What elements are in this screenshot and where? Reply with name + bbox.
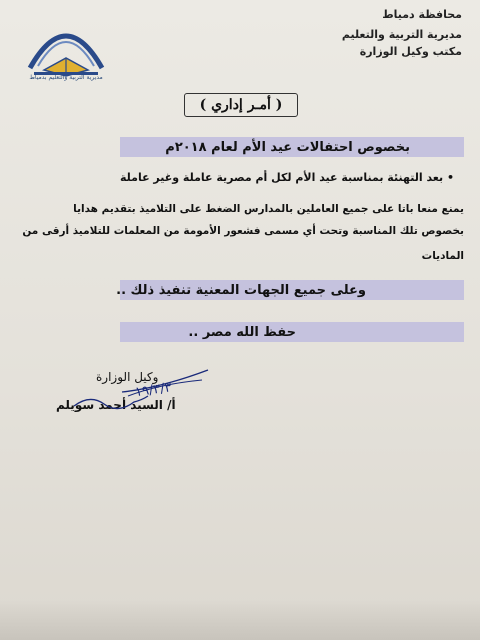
signature-scribble (70, 392, 150, 412)
directorate-logo (20, 10, 112, 84)
header-directorate: مديرية التربية والتعليم (341, 28, 462, 41)
paragraph-line-2: بخصوص تلك المناسبة وتحت أي مسمى فشعور الأمومة من المعلمات للتلاميذ أرقى من (22, 225, 464, 237)
signatory-name: أ/ السيد أحمد سويلم (56, 398, 176, 412)
document-title: ( أمـر إداري ) (184, 93, 298, 117)
paragraph-line-1: يمنع منعا باتا على جميع العاملين بالمدارس الضغط على التلاميذ بتقديم هدايا (73, 203, 464, 215)
instruction-line: وعلى جميع الجهات المعنية تنفيذ ذلك .. (116, 283, 366, 298)
subject-line: بخصوص احتفالات عيد الأم لعام ٢٠١٨م (165, 140, 410, 155)
logo-caption: مديرية التربية والتعليم بدمياط (29, 74, 103, 81)
paragraph-line-3: الماديات (421, 250, 464, 262)
header-office: مكتب وكيل الوزارة (359, 45, 462, 58)
page-shadow (0, 600, 480, 640)
closing-line: حفظ الله مصر .. (188, 325, 296, 340)
signature-title: وكيل الوزارة (96, 370, 159, 384)
congratulations-line: • بعد التهنئة بمناسبة عيد الأم لكل أم مصرية عاملة وغير عاملة (119, 171, 454, 184)
header-governorate: محافظة دمياط (382, 8, 462, 21)
svg-text:١٩/٣/٣: ١٩/٣/٣ (134, 380, 173, 401)
